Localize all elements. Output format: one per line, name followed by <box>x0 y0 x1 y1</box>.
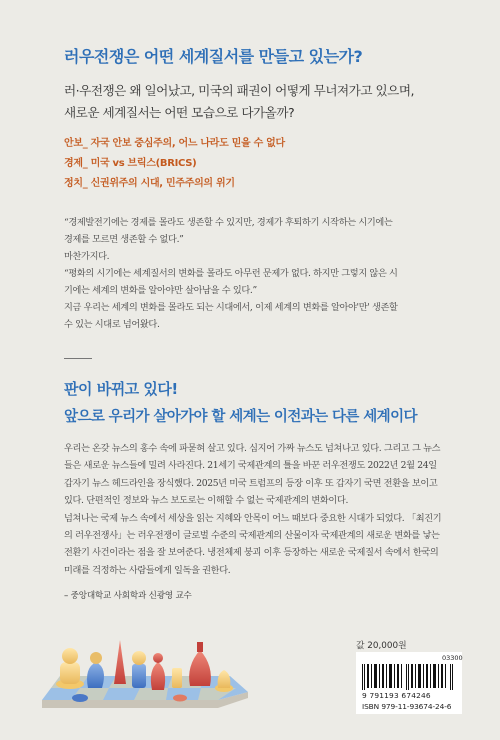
body-line: 있다. 단편적인 정보와 뉴스 보도로는 이해할 수 없는 국제관계의 변화이다. <box>64 495 349 507</box>
quote-line: 마찬가지다. <box>64 251 110 262</box>
section-divider <box>64 358 92 359</box>
barcode-icon <box>362 664 456 690</box>
attribution: – 중앙대학교 사회학과 신광영 교수 <box>64 591 192 601</box>
quote-line: 지금 우리는 세계의 변화를 몰라도 되는 시대에서, 이제 세계의 변화를 알아야'만' 생존할 <box>64 302 398 313</box>
keyword-security: 안보_ 자국 안보 중심주의, 어느 나라도 믿을 수 없다 <box>64 138 285 149</box>
addon-code: 03300 <box>442 654 463 662</box>
section-title: 판이 바뀌고 있다! <box>64 380 178 398</box>
body-line: 갑자기 뉴스 헤드라인을 장식했다. 2025년 미국 트럼프의 등장 이후 또 갑자기 국면 전환을 보이고 <box>64 477 438 489</box>
intro-line: 러·우전쟁은 왜 일어났고, 미국의 패권이 어떻게 무너져가고 있으며, <box>64 83 415 98</box>
quote-block <box>64 214 464 333</box>
price: 값 20,000원 <box>356 641 407 651</box>
keyword-politics: 정치_ 신권위주의 시대, 민주주의의 위기 <box>64 178 235 189</box>
quote-line: 경제를 모르면 생존할 수 없다.” <box>64 234 184 245</box>
body-line: 들은 새로운 뉴스들에 밀려 사라진다. 21세기 국제관계의 틀을 바꾼 러우전쟁도 2022년 2월 24일 <box>64 460 437 472</box>
body-line: 우리는 온갖 뉴스의 홍수 속에 파묻혀 살고 있다. 심지어 가짜 뉴스도 넘쳐나고 있다. 그리고 그 뉴스 <box>64 443 441 454</box>
quote-line: 기에는 세계의 변화를 알아야만 살아남을 수 있다.” <box>64 285 257 296</box>
section-subtitle: 앞으로 우리가 살아가야 할 세계는 이전과는 다른 세계이다 <box>64 409 417 425</box>
quote-line: 수 있는 시대로 넘어왔다. <box>64 319 160 330</box>
intro-line: 새로운 세계질서는 어떤 모습으로 다가올까? <box>64 105 295 120</box>
intro-text <box>64 80 464 124</box>
keyword-economy: 경제_ 미국 vs 브릭스(BRICS) <box>64 158 197 169</box>
body-line: 미래를 걱정하는 사람들에게 일독을 권한다. <box>64 564 231 576</box>
chessboard-illustration <box>40 618 250 716</box>
body-line: 넘쳐나는 국제 뉴스 속에서 세상을 읽는 지혜와 안목이 어느 때보다 중요한 시대가 되었다. 「최진기 <box>64 512 442 524</box>
quote-line: “평화의 시기에는 세계질서의 변화를 몰라도 아무런 문제가 없다. 하지만 그렇지 않은 시 <box>64 268 398 279</box>
recommendation-text <box>64 440 464 579</box>
keyword-list <box>64 134 285 194</box>
body-line: 전환기 사건이라는 점을 잘 보여준다. 냉전체제 붕괴 이후 등장하는 새로운 국제질서 속에서 한국의 <box>64 547 439 559</box>
isbn: ISBN 979-11-93674-24-6 <box>362 702 452 711</box>
headline: 러우전쟁은 어떤 세계질서를 만들고 있는가? <box>64 47 363 66</box>
barcode-number: 9 791193 674246 <box>362 691 431 700</box>
quote-line: “경제발전기에는 경제를 몰라도 생존할 수 있지만, 경제가 후퇴하기 시작하는 시기에는 <box>64 217 393 228</box>
body-line: 의 러우전쟁사」는 러우전쟁이 글로벌 수준의 국제관계의 산물이자 국제관계의 새로운 변화를 낳는 <box>64 530 440 542</box>
